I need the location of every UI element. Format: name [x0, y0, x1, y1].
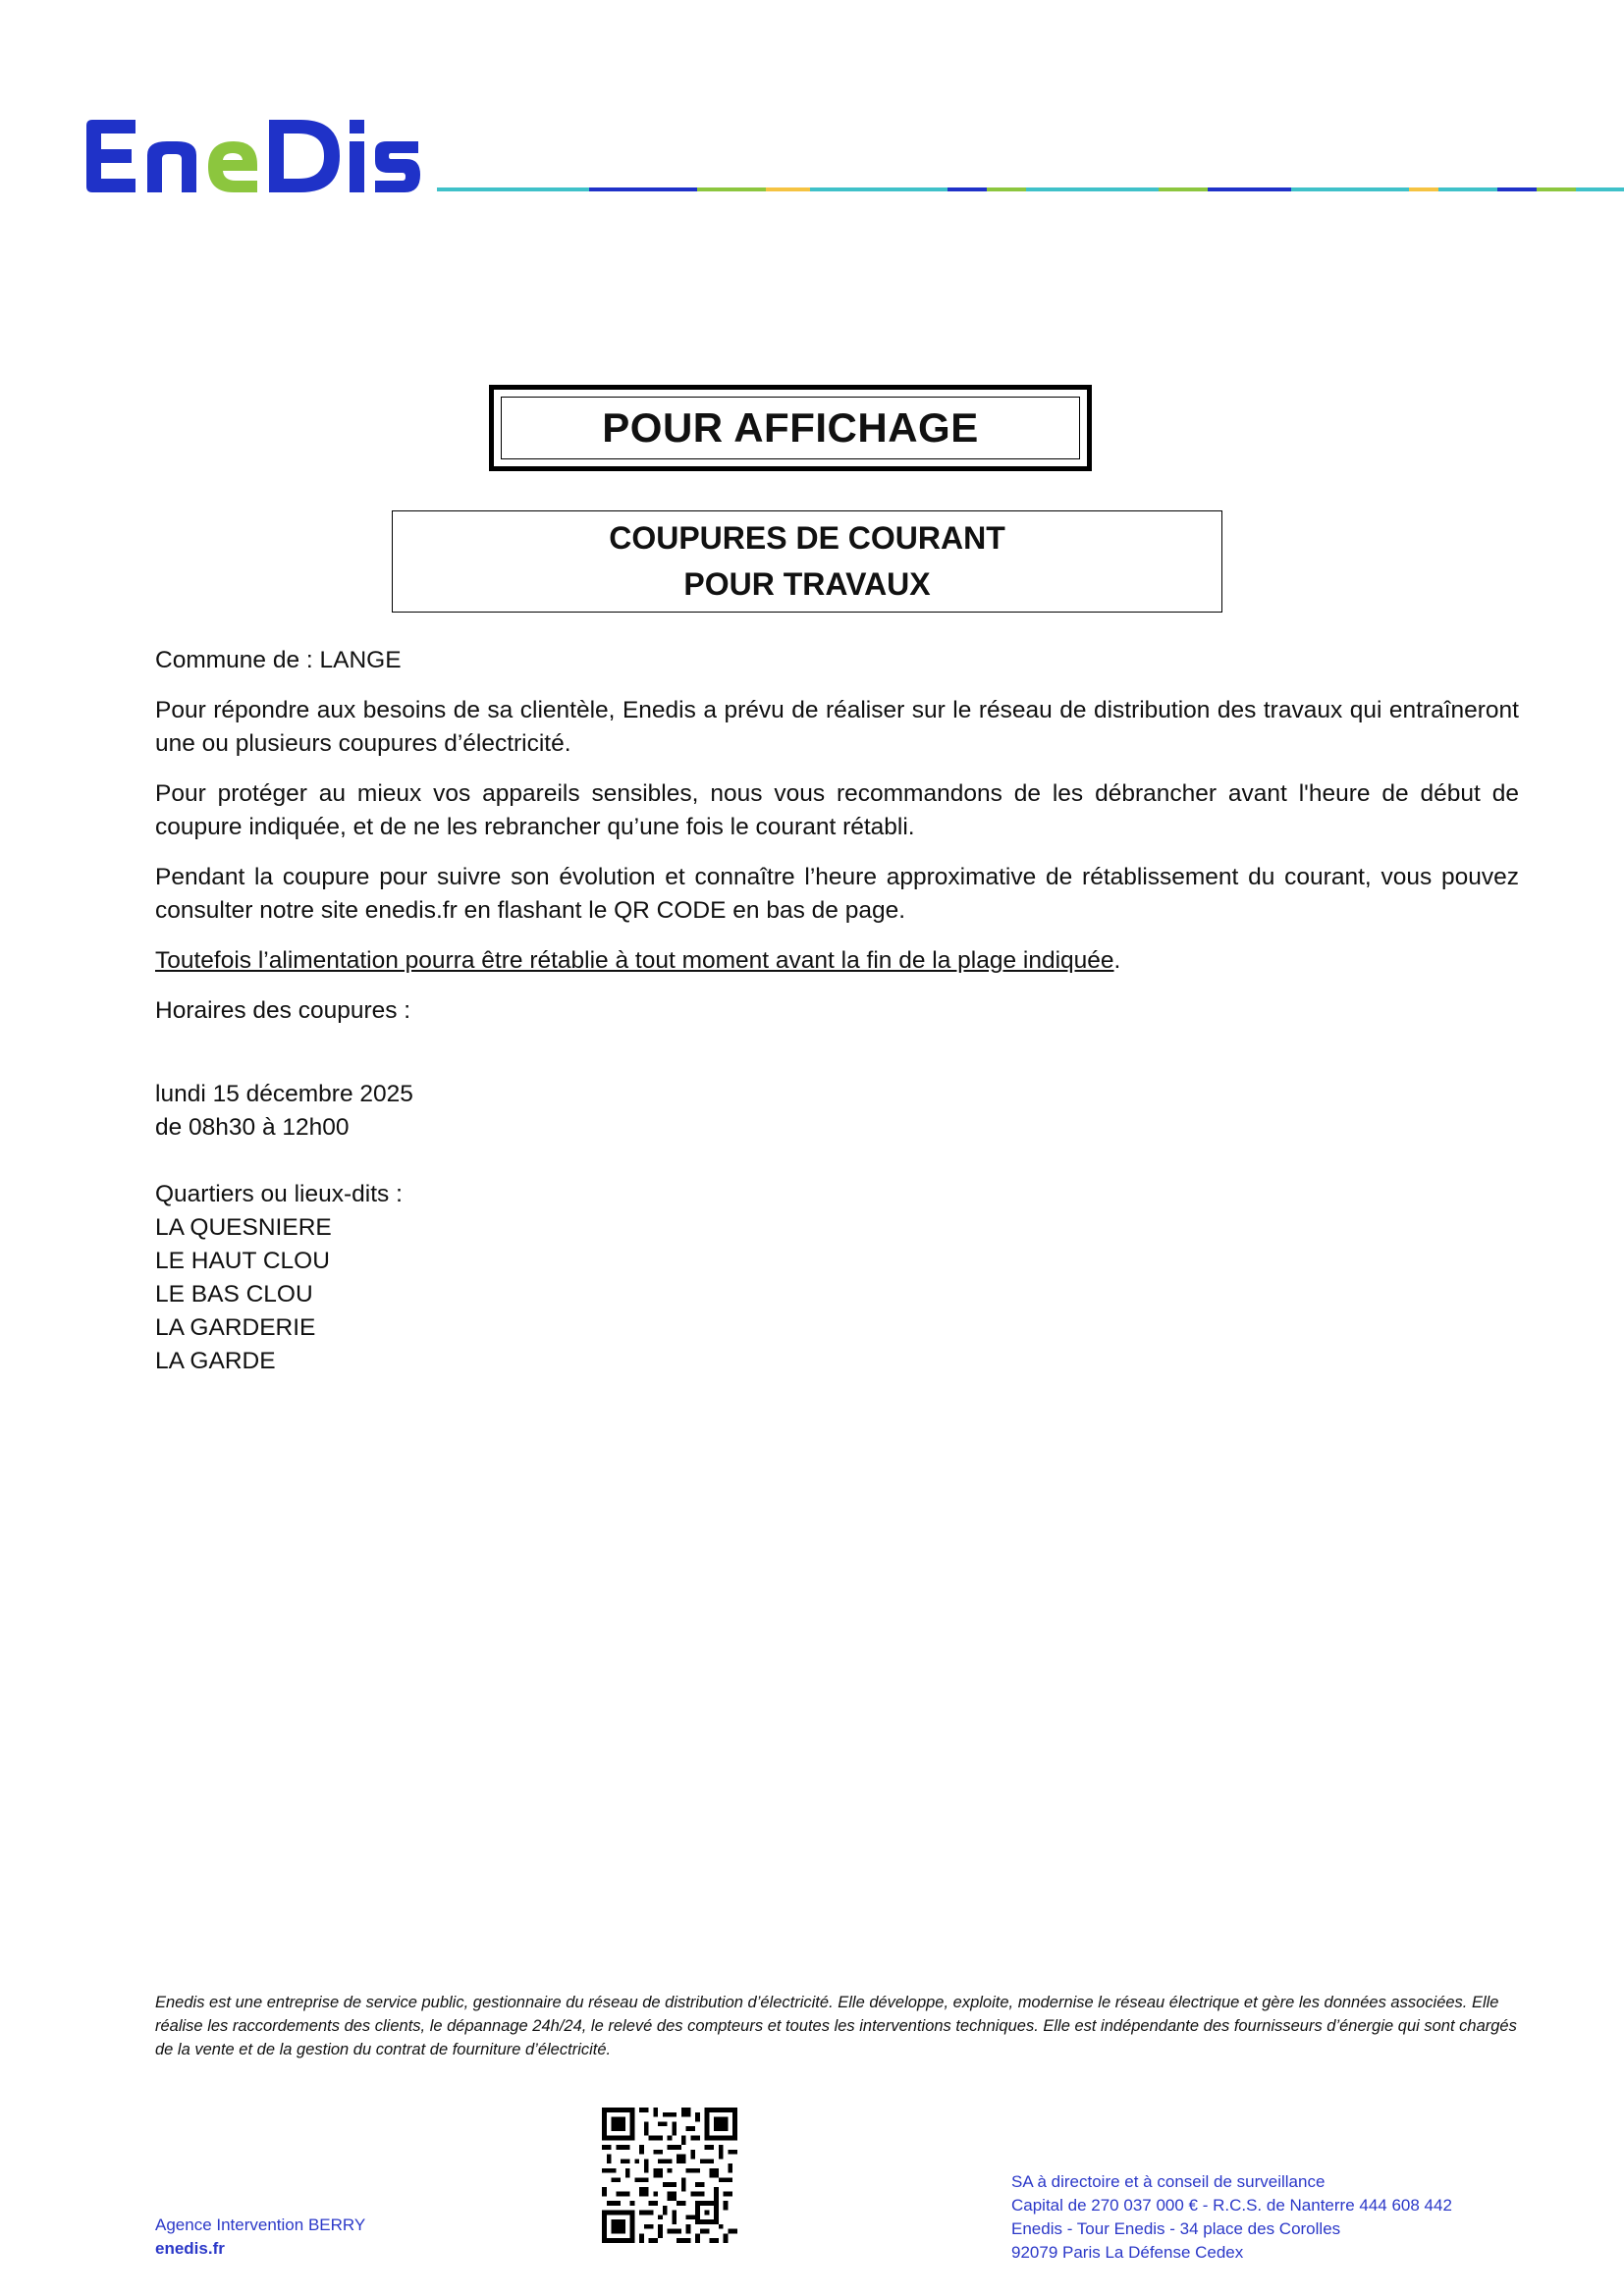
- subtitle-line-2: POUR TRAVAUX: [683, 566, 931, 602]
- notice-paragraph: [155, 944, 1519, 978]
- notice-tail: .: [1113, 947, 1121, 974]
- schedule-label: Horaires des coupures :: [155, 997, 411, 1024]
- notice-body: [155, 644, 1519, 1378]
- footer-company-info: [1011, 2170, 1452, 2265]
- place-item: LA GARDERIE: [155, 1314, 316, 1341]
- company-line: SA à directoire et à conseil de surveillance: [1011, 2172, 1326, 2191]
- site-link[interactable]: enedis.fr: [155, 2239, 225, 2258]
- company-line: Enedis - Tour Enedis - 34 place des Corolles: [1011, 2219, 1341, 2238]
- places-label: Quartiers ou lieux-dits :: [155, 1181, 403, 1207]
- paragraph-1: Pour répondre aux besoins de sa clientèle, Enedis a prévu de réaliser sur le réseau de distribution des travaux qui entraîneront une ou plusieurs coupures d’électricité.: [155, 697, 1519, 757]
- schedule-time: de 08h30 à 12h00: [155, 1114, 350, 1141]
- schedule-date: lundi 15 décembre 2025: [155, 1081, 413, 1107]
- company-line: Capital de 270 037 000 € - R.C.S. de Nanterre 444 608 442: [1011, 2196, 1452, 2215]
- qr-code[interactable]: [602, 2108, 737, 2243]
- place-item: LE BAS CLOU: [155, 1281, 313, 1308]
- enedis-logo: [79, 116, 424, 196]
- place-item: LE HAUT CLOU: [155, 1248, 330, 1274]
- subtitle-line-1: COUPURES DE COURANT: [609, 520, 1005, 556]
- commune-line: Commune de : LANGE: [155, 647, 402, 673]
- title-text: POUR AFFICHAGE: [501, 397, 1080, 459]
- company-line: 92079 Paris La Défense Cedex: [1011, 2243, 1244, 2262]
- place-item: LA GARDE: [155, 1348, 276, 1374]
- notice-underlined: Toutefois l’alimentation pourra être rétablie à tout moment avant la fin de la plage indiquée: [155, 947, 1114, 974]
- paragraph-3: Pendant la coupure pour suivre son évolution et connaître l’heure approximative de rétablissement du courant, vous pouvez consulter notre site enedis.fr en flashant le QR CODE en bas de page.: [155, 864, 1519, 924]
- header-color-line: [437, 187, 1624, 192]
- place-item: LA QUESNIERE: [155, 1214, 332, 1241]
- agency-name: Agence Intervention BERRY: [155, 2216, 366, 2234]
- legal-text: Enedis est une entreprise de service public, gestionnaire du réseau de distribution d’électricité. Elle développe, exploite, modernise le réseau électrique et gère les données associées. Elle réalise les raccordements des clients, le dépannage 24h/24, le relevé des compteurs et toutes les interventions techniques. Elle est indépendante des fournisseurs d’énergie qui sont chargés de la vente et de la gestion du contrat de fourniture d’électricité.: [155, 1994, 1517, 2058]
- subtitle-box: [392, 510, 1222, 613]
- paragraph-2: Pour protéger au mieux vos appareils sensibles, nous vous recommandons de les débrancher avant l'heure de début de coupure indiquée, et de ne les rebrancher qu’une fois le courant rétabli.: [155, 780, 1519, 840]
- title-box: [489, 385, 1092, 471]
- footer-agency: [155, 2214, 365, 2261]
